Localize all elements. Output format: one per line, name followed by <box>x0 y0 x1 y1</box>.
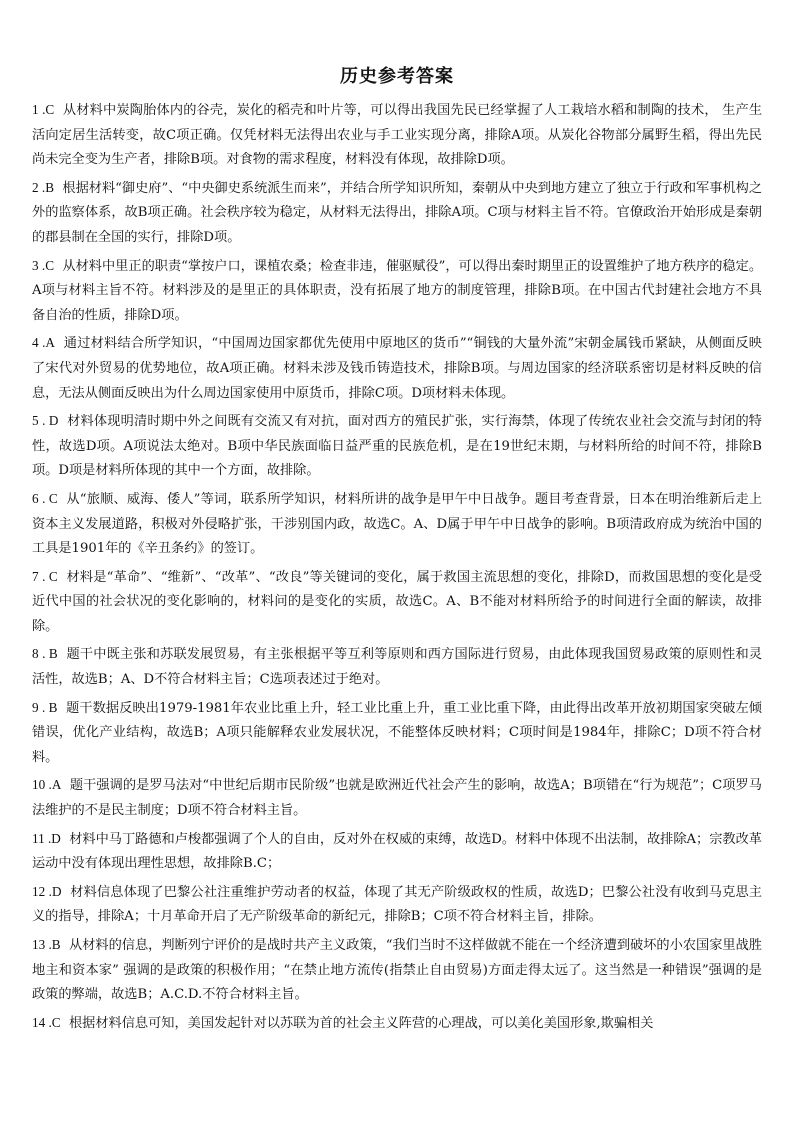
answer-explanation: 从“旅顺、威海、倭人”等词，联系所学知识，材料所讲的战争是甲午中日战争。题目考查背景，日本在明治维新后走上资本主义发展道路，积极对外侵略扩张，干涉别国内政，故选C。A、D属于甲午中日战争的影响。B项清政府成为统治中国的工具是1901年的《辛丑条约》的签订。 <box>32 491 763 557</box>
answer-explanation: 材料体现明清时期中外之间既有交流又有对抗，面对西方的殖民扩张，实行海禁，体现了传统农业社会交流与封闭的特性，故选D项。A项说法太绝对。B项中华民族面临日益严重的民族危机，是在19世纪末期，与材料所给的时间不符，排除B项。D项是材料所体现的其中一个方面，故排除。 <box>32 414 762 479</box>
answer-item <box>32 98 762 173</box>
answer-explanation: 通过材料结合所学知识，“中国周边国家都优先使用中原地区的货币”“铜钱的大量外流”宋朝金属钱币紧缺，从侧面反映了宋代对外贸易的优势地位，故A项正确。材料未涉及钱币铸造技术，排除B项。与周边国家的经济联系密切是材料反映的信息，无法从侧面反映出为什么周边国家使用中原货币，排除C项。D项材料未体现。 <box>32 336 762 401</box>
page-title: 历史参考答案 <box>340 66 454 87</box>
answer-item <box>32 409 762 484</box>
answer-number: 11 .D <box>32 830 61 846</box>
answer-item <box>32 254 762 329</box>
answer-number: 14 .C <box>32 1014 61 1030</box>
answer-explanation: 从材料的信息，判断列宁评价的是战时共产主义政策，“我们当时不这样做就不能在一个经济遭到破坏的小农国家里战胜地主和资本家” 强调的是政策的积极作用；“在禁止地方流传(指禁止自由贸易)方面走得太远了。这当然是一种错误”强调的是政策的弊端，故选B；A.C.D.不符合材料主旨。 <box>32 938 762 1003</box>
answer-item <box>32 1011 762 1037</box>
answer-list <box>32 98 762 1036</box>
answer-number: 12 .D <box>32 883 62 899</box>
answer-item <box>32 487 762 562</box>
answer-item <box>32 933 762 1008</box>
answer-number: 10 .A <box>32 777 62 793</box>
answer-explanation: 从材料中炭陶胎体内的谷壳，炭化的稻壳和叶片等，可以得出我国先民已经掌握了人工栽培水稻和制陶的技术， 生产生活向定居生活转变，故C项正确。仅凭材料无法得出农业与手工业实现分离，排除A项。从炭化谷物部分属野生稻，得出先民尚未完全变为生产者，排除B项。对食物的需求程度，材料没有体现，故排除D项。 <box>32 103 763 168</box>
answer-item <box>32 176 762 251</box>
answer-item <box>32 642 762 692</box>
answer-explanation: 从材料中里正的职责“掌按户口，课植农桑；检查非违，催驱赋役”，可以得出秦时期里正的设置维护了地方秩序的稳定。A项与材料主旨不符。材料涉及的是里正的具体职责，没有拓展了地方的制度管理，排除B项。在中国古代封建社会地方不具备自治的性质，排除D项。 <box>32 258 763 323</box>
answer-item <box>32 565 762 640</box>
answer-number: 3 .C <box>32 257 54 273</box>
answer-number: 6 . C <box>32 490 58 506</box>
answer-number: 9 . B <box>32 699 58 715</box>
answer-number: 2 .B <box>32 179 54 195</box>
answer-explanation: 根据材料“御史府”、“中央御史系统派生而来”，并结合所学知识所知，秦朝从中央到地方建立了独立于行政和军事机构之外的监察体系，故B项正确。社会秩序较为稳定，从材料无法得出，排除A项。C项与材料主旨不符。官僚政治开始形成是秦朝的郡县制在全国的实行，排除D项。 <box>32 180 763 245</box>
answer-item <box>32 880 762 930</box>
answer-item <box>32 827 762 877</box>
answer-item <box>32 331 762 406</box>
answer-explanation: 材料是“革命”、“维新”、“改革”、“改良”等关键词的变化，属于救国主流思想的变化，排除D，而救国思想的变化是受近代中国的社会状况的变化影响的，材料问的是变化的实质，故选C。A、B不能对材料所给予的时间进行全面的解读，故排除。 <box>32 569 762 634</box>
answer-explanation: 题干中既主张和苏联发展贸易，有主张根据平等互利等原则和西方国际进行贸易，由此体现我国贸易政策的原则性和灵活性，故选B；A、D不符合材料主旨；C选项表述过于绝对。 <box>32 647 763 688</box>
answer-explanation: 题干数据反映出1979-1981年农业比重上升，轻工业比重上升，重工业比重下降，由此得出改革开放初期国家突破左倾错误，优化产业结构，故选B；A项只能解释农业发展状况，不能整体反映材料；C项时间是1984年，排除C；D项不符合材料。 <box>32 700 762 765</box>
answer-number: 8 . B <box>32 646 58 662</box>
answer-explanation: 题干强调的是罗马法对“中世纪后期市民阶级”也就是欧洲近代社会产生的影响，故选A；B项错在“行为规范”；C项罗马法维护的不是民主制度；D项不符合材料主旨。 <box>32 778 762 819</box>
answer-number: 5 . D <box>32 413 59 429</box>
answer-number: 4 .A <box>32 335 55 351</box>
answer-explanation: 根据材料信息可知，美国发起针对以苏联为首的社会主义阵营的心理战，可以美化美国形象,欺骗相关 <box>68 1015 654 1031</box>
answer-number: 13 .B <box>32 937 61 952</box>
answer-item <box>32 696 762 771</box>
answer-number: 7 . C <box>32 568 58 584</box>
answer-explanation: 材料中马丁路德和卢梭都强调了个人的自由，反对外在权威的束缚，故选D。材料中体现不出法制，故排除A；宗教改革运动中没有体现出理性思想，故排除B.C； <box>32 831 762 872</box>
answer-number: 1 .C <box>32 102 55 117</box>
answer-explanation: 材料信息体现了巴黎公社注重维护劳动者的权益，体现了其无产阶级政权的性质，故选D；巴黎公社没有收到马克思主义的指导，排除A；十月革命开启了无产阶级革命的新纪元，排除B；C项不符合材料主旨，排除。 <box>32 884 762 925</box>
answer-item <box>32 773 762 823</box>
